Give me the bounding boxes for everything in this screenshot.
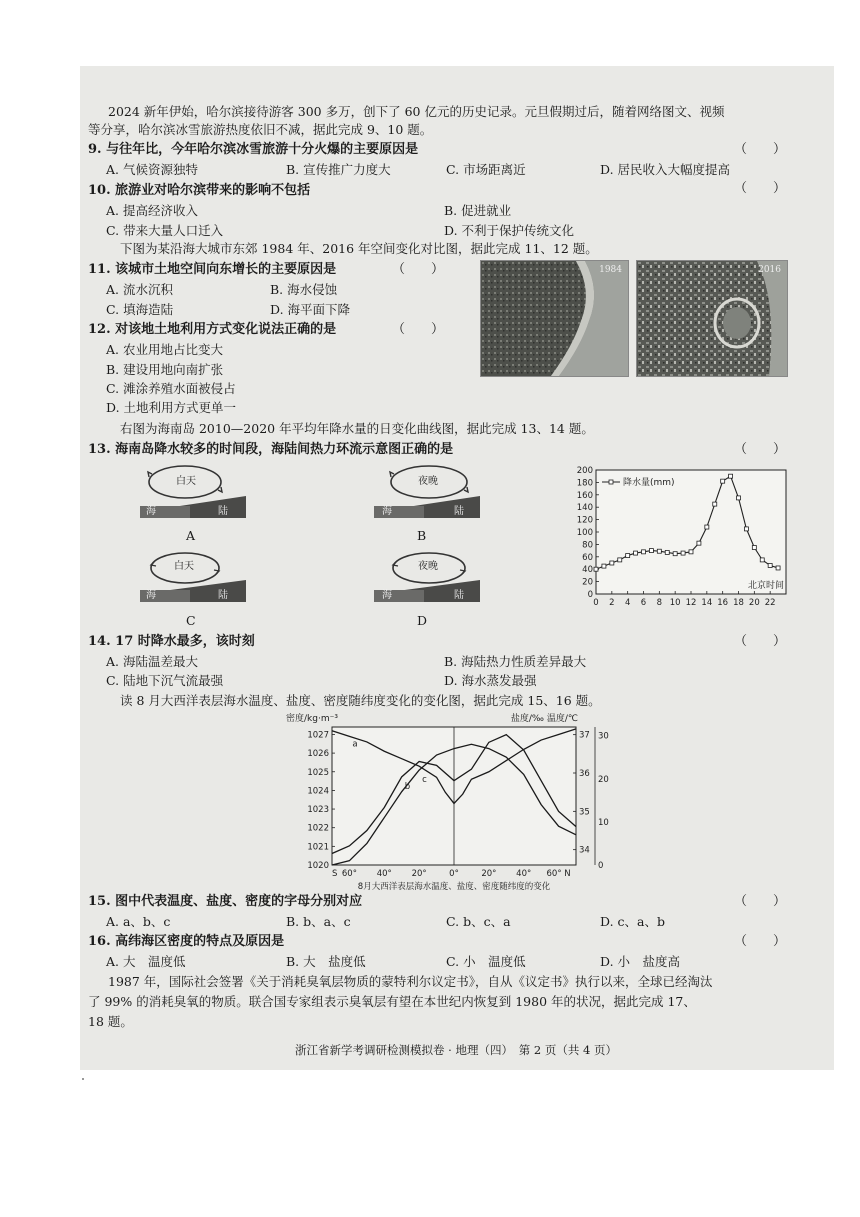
series-b-label: b [404,781,411,792]
diagram-d-land-label: 陆 [454,590,464,601]
diagram-a-land-label: 陆 [218,506,228,517]
intro-paragraph-9-10: 2024 新年伊始，哈尔滨接待游客 300 多万，创下了 60 亿元的历史记录。元旦假期过后，随着网络图文、视频 [108,104,725,119]
precipitation-point [642,550,646,554]
question-15-option-c[interactable]: C. b、c、a [446,914,511,929]
question-11-stem: 11. 该城市土地空间向东增长的主要原因是 [88,262,337,277]
precipitation-point [665,550,669,554]
diagram-c-sea-label: 海 [146,590,156,601]
precipitation-point [618,558,622,562]
diagram-d-sea-label: 海 [382,590,392,601]
circulation-diagram-b[interactable] [374,462,480,528]
salinity-tick-label: 36 [579,769,590,779]
precipitation-chart [566,460,806,620]
question-16-answer-box[interactable]: （ ） [734,934,787,949]
x-axis-label: 北京时间 [747,581,784,591]
right-axis-label: 盐度/‰ 温度/℃ [510,714,578,724]
series-c-label: c [422,775,427,786]
temperature-tick-label: 10 [598,817,609,828]
latitude-tick-label: 0° [449,869,459,879]
atlantic-ocean-chart [276,709,636,891]
question-12-option-a[interactable]: A. 农业用地占比变大 [106,342,223,357]
intro-paragraph-15-16: 读 8 月大西洋表层海水温度、盐度、密度随纬度变化的变化图，据此完成 15、16 题。 [120,693,601,708]
y-tick-label: 0 [587,590,593,600]
precipitation-point [744,527,748,531]
diagram-c-time-label: 白天 [174,561,194,572]
question-12-answer-box[interactable]: （ ） [392,322,445,337]
precipitation-point [673,552,677,556]
precipitation-point [752,546,756,550]
salinity-tick-label: 37 [579,730,590,741]
question-14-option-a[interactable]: A. 海陆温差最大 [106,654,198,669]
legend-label: 降水量(mm) [623,478,675,488]
precipitation-point [681,551,685,555]
intro-paragraph-9-10-cont: 等分享，哈尔滨冰雪旅游热度依旧不减，据此完成 9、10 题。 [88,122,433,137]
x-tick-label: 14 [701,598,713,608]
y-tick-label: 200 [576,466,593,476]
y-tick-label: 180 [576,478,593,489]
diagram-a-time-label: 白天 [176,476,196,487]
density-tick-label: 1024 [307,786,329,797]
latitude-tick-label: 40° [516,869,532,879]
latitude-tick-label: 20° [481,869,497,879]
question-9-option-a[interactable]: A. 气候资源独特 [106,162,198,177]
y-tick-label: 160 [576,490,593,501]
x-tick-label: 4 [624,598,631,608]
diagram-b-time-label: 夜晚 [418,476,438,487]
question-13-stem: 13. 海南岛降水较多的时间段，海陆间热力环流示意图正确的是 [88,442,454,457]
precipitation-point [610,561,614,565]
question-15-option-b[interactable]: B. b、a、c [286,914,351,929]
x-tick-label: 12 [685,598,697,608]
x-tick-label: 16 [717,598,729,608]
precipitation-point [649,549,653,553]
precipitation-point [760,558,764,562]
diagram-d-time-label: 夜晚 [418,561,438,572]
question-10-answer-box[interactable]: （ ） [734,181,787,196]
question-9-answer-box[interactable]: （ ） [734,142,787,157]
diagram-b-letter: B [417,528,427,543]
question-16-option-b[interactable]: B. 大 盐度低 [286,954,366,969]
question-15-stem: 15. 图中代表温度、盐度、密度的字母分别对应 [88,894,363,909]
latitude-tick-label: 20° [411,869,427,879]
legend-marker [609,480,613,484]
x-tick-label: 18 [733,598,744,608]
x-tick-label: 0 [593,598,599,608]
question-16-option-d[interactable]: D. 小 盐度高 [600,954,681,969]
question-14-option-c[interactable]: C. 陆地下沉气流最强 [106,673,224,688]
precipitation-point [737,496,741,500]
diagram-d-letter: D [417,613,428,628]
diagram-b-sea-label: 海 [382,506,392,517]
photo-1984-year-label: 1984 [599,265,622,275]
ocean-axes [332,727,576,865]
density-tick-label: 1021 [307,842,329,853]
question-11-option-a[interactable]: A. 流水沉积 [106,282,173,297]
question-9-stem: 9. 与往年比，今年哈尔滨冰雪旅游十分火爆的主要原因是 [88,142,419,157]
y-tick-label: 60 [582,552,593,563]
question-10-option-a[interactable]: A. 提高经济收入 [106,203,198,218]
question-15-answer-box[interactable]: （ ） [734,894,787,909]
precipitation-point [594,567,598,571]
left-axis-label: 密度/kg·m⁻³ [286,714,338,724]
exam-page [80,66,834,1070]
y-tick-label: 80 [582,540,593,551]
y-tick-label: 100 [576,528,593,538]
x-tick-label: 22 [764,598,776,608]
question-16-stem: 16. 高纬海区密度的特点及原因是 [88,934,285,949]
question-16-option-c[interactable]: C. 小 温度低 [446,954,526,969]
precipitation-point [705,525,709,529]
intro-paragraph-11-12: 下图为某沿海大城市东郊 1984 年、2016 年空间变化对比图，据此完成 11、12 题。 [120,241,598,256]
density-tick-label: 1023 [307,805,329,816]
latitude-tick-label: 60° N [546,869,571,879]
diagram-c-letter: C [186,613,196,628]
satellite-photo-1984 [480,260,629,377]
question-14-stem: 14. 17 时降水最多，该时刻 [88,634,255,649]
question-15-option-a[interactable]: A. a、b、c [106,914,171,929]
question-12-option-c[interactable]: C. 滩涂养殖水面被侵占 [106,381,236,396]
question-10-stem: 10. 旅游业对哈尔滨带来的影响不包括 [88,183,311,198]
precipitation-point [729,474,733,478]
x-tick-label: 6 [640,598,647,608]
question-9-option-d[interactable]: D. 居民收入大幅度提高 [600,162,731,177]
precipitation-point [689,550,693,554]
x-tick-label: 2 [609,598,615,608]
intro-paragraph-13-14: 右图为海南岛 2010—2020 年平均年降水量的日变化曲线图，据此完成 13、14 题。 [120,421,594,436]
temperature-tick-label: 0 [598,861,604,871]
intro-paragraph-17-18-cont1: 了 99% 的消耗臭氧的物质。联合国专家组表示臭氧层有望在本世纪内恢复到 1980 年的状况，据此完成 17、 [88,994,696,1009]
density-tick-label: 1026 [307,749,329,760]
precipitation-axes [596,470,786,594]
circulation-diagram-c[interactable] [140,544,246,610]
density-tick-label: 1027 [307,730,329,741]
question-13-answer-box[interactable]: （ ） [734,442,787,457]
question-9-option-b[interactable]: B. 宣传推广力度大 [286,162,391,177]
y-tick-label: 20 [582,577,593,588]
diagram-b-land-label: 陆 [454,506,464,517]
question-11-option-d[interactable]: D. 海平面下降 [270,302,351,317]
ocean-chart-caption: 8月大西洋表层海水温度、盐度、密度随纬度的变化 [357,882,551,891]
question-12-stem: 12. 对该地土地利用方式变化说法正确的是 [88,322,337,337]
y-tick-label: 40 [582,565,593,576]
question-10-option-b[interactable]: B. 促进就业 [444,203,512,218]
precipitation-point [768,563,772,567]
latitude-tick-label: 40° [376,869,392,879]
precipitation-point [602,564,606,568]
x-tick-label: 20 [748,598,760,608]
question-14-option-b[interactable]: B. 海陆热力性质差异最大 [444,654,587,669]
circulation-diagram-d[interactable] [374,544,480,610]
precipitation-point [634,551,638,555]
intro-paragraph-17-18: 1987 年，国际社会签署《关于消耗臭氧层物质的蒙特利尔议定书》，自从《议定书》执行以来，全球已经淘汰 [108,974,713,989]
precipitation-plot-frame [596,470,786,594]
circulation-diagram-a[interactable] [140,462,246,528]
photo-2016-year-label: 2016 [758,265,781,275]
salinity-tick-label: 35 [579,807,590,818]
precipitation-point [626,554,630,558]
x-tick-label: 8 [656,598,663,608]
question-12-option-b[interactable]: B. 建设用地向南扩张 [106,362,224,377]
question-11-option-b[interactable]: B. 海水侵蚀 [270,282,338,297]
question-14-answer-box[interactable]: （ ） [734,634,787,649]
question-15-option-d[interactable]: D. c、a、b [600,914,665,929]
scan-speck [82,1078,84,1080]
intro-paragraph-17-18-cont2: 18 题。 [88,1014,133,1029]
question-9-option-c[interactable]: C. 市场距离近 [446,162,526,177]
y-tick-label: 140 [576,503,593,514]
diagram-c-land-label: 陆 [218,590,228,601]
question-10-option-d[interactable]: D. 不利于保护传统文化 [444,223,575,238]
latitude-tick-label: S [332,869,338,879]
y-tick-label: 120 [576,515,593,526]
precipitation-point [657,549,661,553]
question-10-option-c[interactable]: C. 带来大量人口迁入 [106,223,224,238]
satellite-image-2016 [637,261,787,376]
page-footer: 浙江省新学考调研检测模拟卷 · 地理（四） 第 2 页（共 4 页） [295,1043,617,1057]
satellite-image-1984 [481,261,628,376]
x-tick-label: 10 [669,598,681,608]
precipitation-point [776,566,780,570]
latitude-tick-label: 60° [341,869,357,879]
precipitation-point [697,541,701,545]
question-14-option-d[interactable]: D. 海水蒸发最强 [444,673,537,688]
precipitation-point [713,502,717,506]
series-a-label: a [352,739,358,750]
density-tick-label: 1022 [307,823,329,834]
temperature-tick-label: 20 [598,774,609,785]
diagram-a-sea-label: 海 [146,506,156,517]
density-tick-label: 1020 [307,861,329,871]
question-12-option-d[interactable]: D. 土地利用方式更单一 [106,400,237,415]
temperature-tick-label: 30 [598,731,609,742]
diagram-a-letter: A [186,528,196,543]
question-11-answer-box[interactable]: （ ） [392,262,445,277]
density-tick-label: 1025 [307,767,329,778]
question-16-option-a[interactable]: A. 大 温度低 [106,954,186,969]
precipitation-point [721,479,725,483]
question-11-option-c[interactable]: C. 填海造陆 [106,302,174,317]
satellite-photo-2016 [636,260,788,377]
salinity-tick-label: 34 [579,845,590,856]
